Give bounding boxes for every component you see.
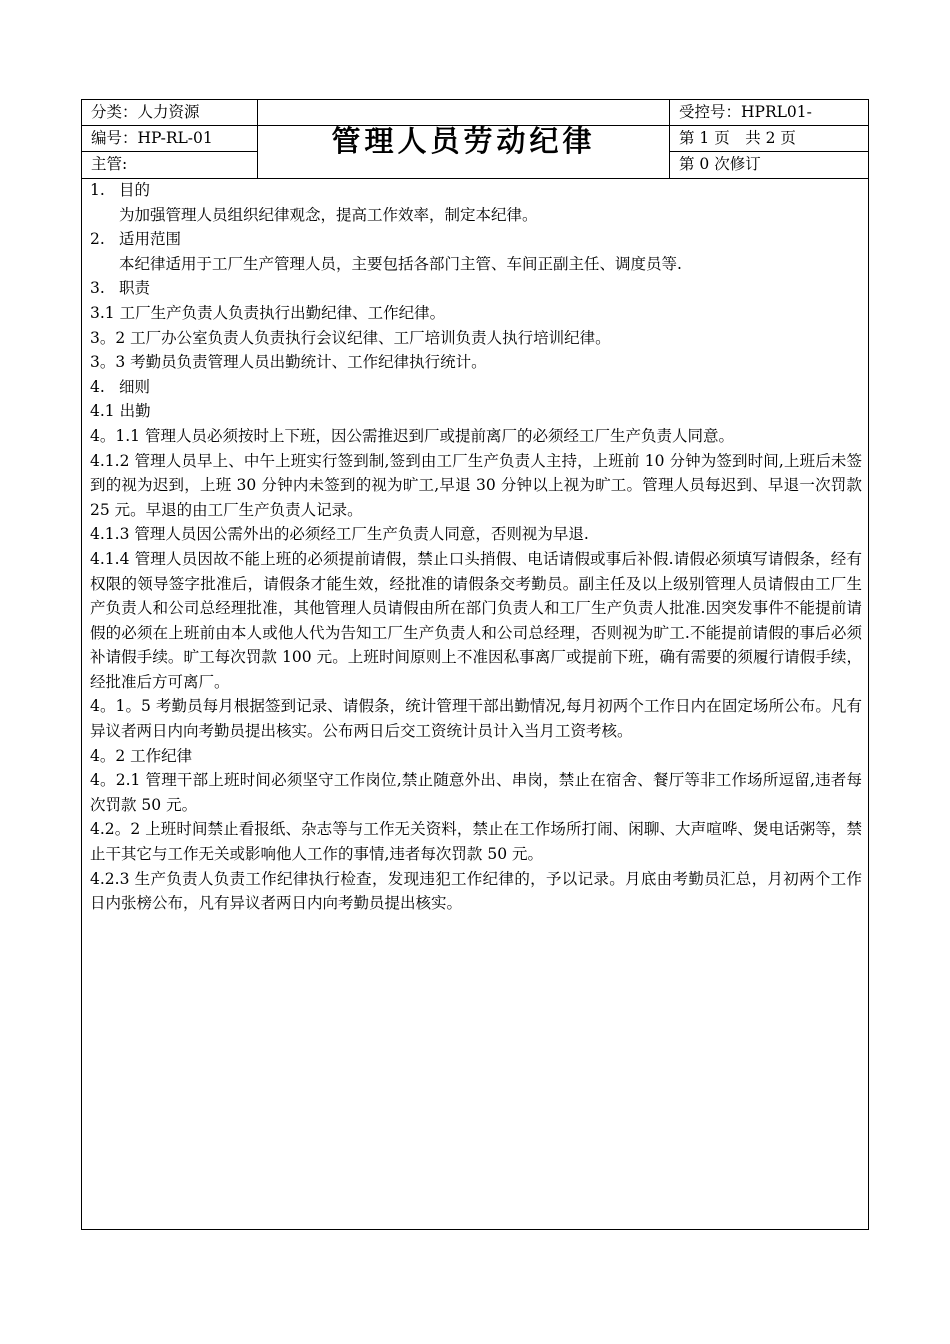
control-number: 受控号：HPRL01- [679, 103, 812, 121]
paragraph: 4。1.1 管理人员必须按时上下班，因公需推迟到厂或提前离厂的必须经工厂生产负责人同意。 [90, 426, 734, 445]
paragraph: 3。2 工厂办公室负责人负责执行会议纪律、工厂培训负责人执行培训纪律。 [90, 328, 611, 347]
paragraph: 4.2。2 上班时间禁止看报纸、杂志等与工作无关资料，禁止在工作场所打闹、闲聊、大声喧哗、煲电话粥等，禁止干其它与工作无关或影响他人工作的事情,违者每次罚款 50 元。 [90, 820, 862, 864]
section-heading: 2. 适用范围 [90, 230, 182, 249]
document-title-cell [257, 100, 670, 178]
paragraph: 本纪律适用于工厂生产管理人员，主要包括各部门主管、车间正副主任、调度员等. [119, 254, 682, 273]
document-body [90, 178, 862, 916]
subsection-heading: 4。2 工作纪律 [90, 746, 193, 765]
paragraph: 3。3 考勤员负责管理人员出勤统计、工作纪律执行统计。 [90, 353, 487, 372]
document-header [82, 100, 868, 179]
section-heading: 1. 目的 [90, 181, 151, 199]
document-code: 编号：HP-RL-01 [91, 129, 213, 147]
paragraph: 4.2.3 生产负责人负责工作纪律执行检查，发现违犯工作纪律的，予以记录。月底由考勤员汇总，月初两个工作日内张榜公布，凡有异议者两日内向考勤员提出核实。 [90, 869, 862, 913]
paragraph: 4。2.1 管理干部上班时间必须坚守工作岗位,禁止随意外出、串岗，禁止在宿舍、餐厅等非工作场所逗留,违者每次罚款 50 元。 [90, 771, 862, 814]
paragraph: 4.1.2 管理人员早上、中午上班实行签到制,签到由工厂生产负责人主持，上班前 10 分钟为签到时间,上班后未签到的视为迟到，上班 30 分钟内未签到的视为旷工,早退 30 分钟以上视为旷工。管理人员每迟到、早退一次罚款 25 元。早退的由工厂生产负责人记录。 [90, 451, 862, 519]
document-title: 管理人员劳动纪律 [331, 123, 596, 158]
paragraph: 4.1.4 管理人员因故不能上班的必须提前请假，禁止口头捎假、电话请假或事后补假.请假必须填写请假条，经有权限的领导签字批准后，请假条才能生效，经批准的请假条交考勤员。副主任及以上级别管理人员请假由工厂生产负责人和公司总经理批准，其他管理人员请假由所在部门负责人和工厂生产负责人批准.因突发事件不能提前请假的必须在上班前由本人或他人代为告知工厂生产负责人和公司总经理，否则视为旷工.不能提前请假的事后必须补请假手续。旷工每次罚款 100 元。上班时间原则上不准因私事离厂或提前下班，确有需要的须履行请假手续，经批准后方可离厂。 [90, 549, 862, 691]
subsection-heading: 4.1 出勤 [90, 402, 151, 421]
document-frame [81, 99, 869, 1230]
section-heading: 4. 细则 [90, 377, 151, 396]
revision-info: 第 0 次修订 [679, 155, 761, 173]
section-heading: 3. 职责 [90, 279, 151, 298]
category-label: 分类：人力资源 [91, 103, 200, 121]
paragraph: 4。1。5 考勤员每月根据签到记录、请假条，统计管理干部出勤情况,每月初两个工作日内在固定场所公布。凡有异议者两日内向考勤员提出核实。公布两日后交工资统计员计入当月工资考核。 [90, 697, 862, 741]
paragraph: 3.1 工厂生产负责人负责执行出勤纪律、工作纪律。 [90, 303, 446, 322]
page-info: 第 1 页 共 2 页 [679, 129, 796, 147]
paragraph: 为加强管理人员组织纪律观念，提高工作效率，制定本纪律。 [119, 205, 538, 224]
supervisor-label: 主管: [91, 155, 128, 173]
paragraph: 4.1.3 管理人员因公需外出的必须经工厂生产负责人同意，否则视为早退. [90, 525, 589, 544]
